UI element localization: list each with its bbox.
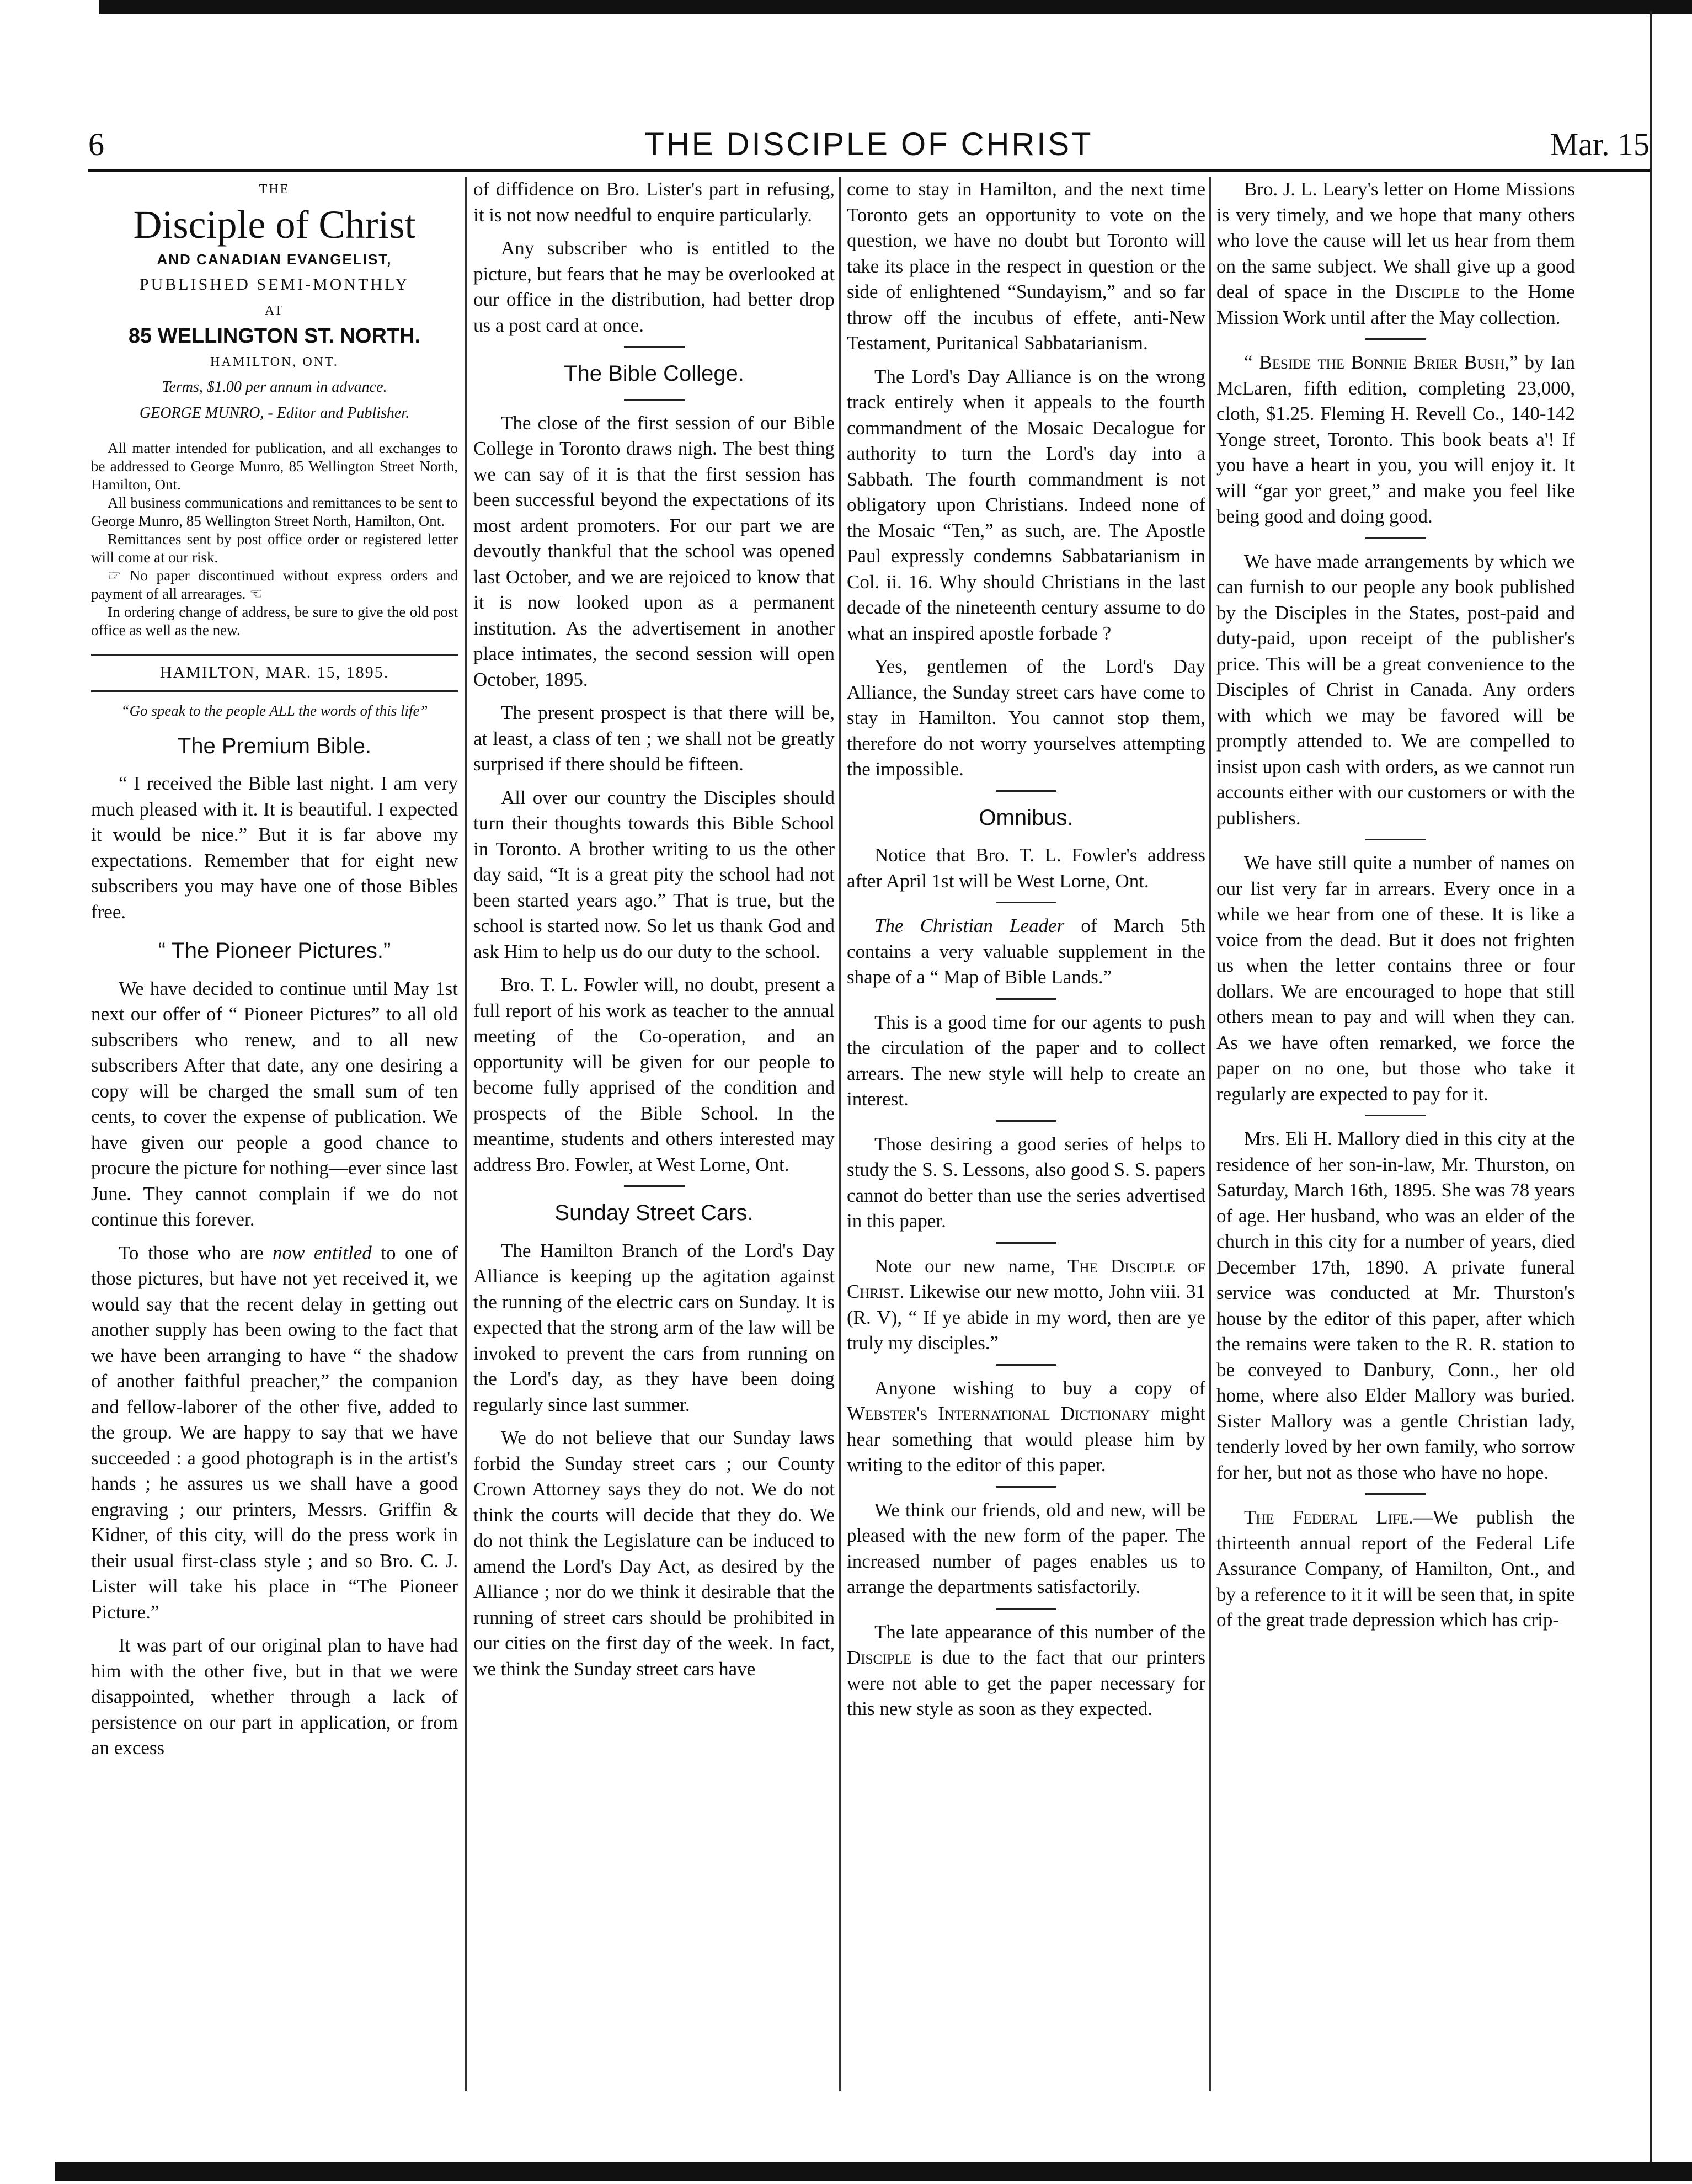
masthead	[91, 177, 458, 426]
top-border	[99, 0, 1692, 14]
paragraph: The Lord's Day Alliance is on the wrong track entirely when it appeals to the fourth commandment of the Mosaic Decalogue for authority to turn the Lord's day into a Sabbath. The fourth commandment is not obligatory upon Christians. Indeed none of the Mosaic “Ten,” as such, are. The Apostle Paul expressly condemns Sabbatarianism in Col. ii. 16. Why should Christians in the last decade of the nineteenth century assume to do what an inspired apostle forbade ?	[847, 365, 1205, 644]
column-rule	[1209, 177, 1211, 2091]
paragraph: Anyone wishing to buy a copy of Webster's International Dictionary might hear something that would please him by writing to the editor of this paper.	[847, 1377, 1205, 1475]
paragraph: To those who are now entitled to one of those pictures, but have not yet received it, we would say that the recent delay in getting out another supply has been owing to the fact that we have been arranging to have “ the shadow of another faithful preacher,” the companion and fellow-laborer of the other five, added to the group. We are happy to say that we have succeeded : a good photograph is in the artist's hands ; he assures us we shall have a good engraving ; our printers, Messrs. Griffin & Kidner, of this city, will do the press work in their usual first-class style ; and so Bro. C. J. Lister will take his place in “The Pioneer Picture.”	[91, 1242, 458, 1623]
page-title: THE DISCIPLE OF CHRIST	[644, 126, 1093, 162]
page-header	[88, 126, 1650, 164]
paragraph: It was part of our original plan to have had him with the other five, but in that we were disappointed, whether through a lack of persistence on our part in application, or from an excess	[91, 1634, 458, 1759]
column-1	[91, 177, 458, 2091]
heading-premium-bible: The Premium Bible.	[177, 733, 372, 758]
paragraph: Any subscriber who is entitled to the picture, but fears that he may be overlooked at our office in the distribution, had better drop us a post card at once.	[473, 237, 835, 336]
paragraph: “ Beside the Bonnie Brier Bush,” by Ian McLaren, fifth edition, completing 23,000, cloth, $1.25. Fleming H. Revell Co., 140-142 Yonge street, Toronto. This book beats a'! If you have a heart in you, you will enjoy it. It will “gar yor greet,” and make you feel like being good and doing good.	[1216, 351, 1575, 527]
masthead-address: 85 WELLINGTON ST. NORTH.	[128, 324, 421, 348]
column-2	[473, 177, 835, 2091]
section-rule	[624, 346, 685, 348]
masthead-name: Disciple of Christ	[133, 202, 416, 247]
bottom-border	[55, 2162, 1692, 2181]
masthead-notes	[91, 439, 458, 640]
column-rule	[839, 177, 841, 2091]
section-rule	[624, 1185, 685, 1187]
heading-sunday-street-cars: Sunday Street Cars.	[554, 1201, 754, 1225]
section-rule	[1365, 839, 1426, 840]
column-4	[1216, 177, 1575, 2091]
section-rule	[996, 1120, 1056, 1122]
heading-omnibus: Omnibus.	[979, 805, 1074, 830]
page-number: 6	[88, 126, 104, 162]
note: Remittances sent by post office order or registered letter will come at our risk.	[91, 531, 458, 566]
paragraph: We have made arrangements by which we can furnish to our people any book published by the Disciples in the States, post-paid and duty-paid, upon receipt of the publisher's price. This will be a great convenience to the Disciples of Christ in Canada. Any orders with which we may be favored will be promptly attended to. We are compelled to insist upon cash with orders, as we cannot run accounts either with our customers or with the publishers.	[1216, 550, 1575, 829]
paragraph: Bro. J. L. Leary's letter on Home Missions is very timely, and we hope that many others who love the cause will let us hear from them on the same subject. We shall give up a good deal of space in the Disciple to the Home Mission Work until after the May collection.	[1216, 178, 1575, 328]
paragraph: Note our new name, The Disciple of Christ. Likewise our new motto, John viii. 31 (R. V), “ If ye abide in my word, then are ye truly my disciples.”	[847, 1255, 1205, 1354]
masthead-city: HAMILTON, ONT.	[210, 354, 339, 369]
section-rule	[996, 1608, 1056, 1610]
paragraph: We think our friends, old and new, will be pleased with the new form of the paper. The increased number of pages enables us to arrange the departments satisfactorily.	[847, 1499, 1205, 1597]
section-rule	[996, 1242, 1056, 1244]
masthead-sub1: AND CANADIAN EVANGELIST,	[157, 251, 392, 268]
section-rule	[996, 1486, 1056, 1488]
section-rule	[624, 399, 685, 401]
paragraph: The present prospect is that there will be, at least, a class of ten ; we shall not be greatly surprised if there should be fifteen.	[473, 702, 835, 775]
paragraph: come to stay in Hamilton, and the next time Toronto gets an opportunity to vote on the question, we have no doubt but Toronto will take its place in the respect in question or the side of enlightened “Sundayism,” and so far throw off the incubus of effete, anti-New Testament, Puritanical Sabbatarianism.	[847, 178, 1205, 354]
paragraph: The Federal Life.—We publish the thirteenth annual report of the Federal Life Assurance Company, of Hamilton, Ont., and by a reference to it it will be seen that, in spite of the great trade depression which has crip-	[1216, 1506, 1575, 1631]
paragraph: Those desiring a good series of helps to study the S. S. Lessons, also good S. S. papers cannot do better than use the series advertised in this paper.	[847, 1133, 1205, 1232]
masthead-sub2: PUBLISHED SEMI-MONTHLY	[139, 275, 410, 294]
column-rule	[465, 177, 467, 2091]
paragraph: Mrs. Eli H. Mallory died in this city at the residence of her son-in-law, Mr. Thurston, on Saturday, March 16th, 1895. She was 78 years of age. Her husband, who was an elder of the church in this city for a number of years, died December 17th, 1890. A private funeral service was conducted at Mr. Thurston's house by the editor of this paper, after which the remains were taken to the R. R. station to be conveyed to Danbury, Conn., her old home, where also Elder Mallory was buried. Sister Mallory was a gentle Christian lady, tenderly loved by her own family, who sorrow for her, but not as those who have no hope.	[1216, 1128, 1575, 1483]
heading-bible-college: The Bible College.	[564, 361, 744, 386]
section-rule	[1365, 537, 1426, 539]
right-edge-rule	[1650, 11, 1652, 2163]
section-rule	[996, 790, 1056, 792]
paragraph: Notice that Bro. T. L. Fowler's address after April 1st will be West Lorne, Ont.	[847, 844, 1205, 892]
masthead-the: THE	[259, 182, 290, 196]
dateline: HAMILTON, MAR. 15, 1895.	[91, 654, 458, 692]
heading-pioneer-pictures: “ The Pioneer Pictures.”	[158, 939, 391, 963]
column-3	[847, 177, 1205, 2091]
paragraph: All over our country the Disciples should turn their thoughts towards this Bible School in Toronto. A brother writing to us the other day said, “It is a great pity the school had not been started years ago.” That is true, but the school is started now. So let us thank God and ask Him to help us do our duty to the school.	[473, 786, 835, 962]
section-rule	[996, 1364, 1056, 1366]
masthead-terms: Terms, $1.00 per annum in advance.	[162, 379, 387, 396]
paragraph: The Christian Leader of March 5th contains a very valuable supplement in the shape of a “ Map of Bible Lands.”	[847, 915, 1205, 988]
paragraph: We do not believe that our Sunday laws forbid the Sunday street cars ; our County Crown Attorney says they do not. We do not think the courts will decide that they do. We do not think the Legislature can be induced to amend the Lord's Day Act, as desired by the Alliance ; nor do we think it desirable that the running of street cars should be prohibited in our cities on the first day of the week. In fact, we think the Sunday street cars have	[473, 1427, 835, 1680]
paragraph: The Hamilton Branch of the Lord's Day Alliance is keeping up the agitation against the running of the electric cars on Sunday. It is expected that the strong arm of the law will be invoked to prevent the cars from running on the Lord's day, as they have been doing regularly since last summer.	[473, 1239, 835, 1415]
page-date: Mar. 15	[1550, 126, 1650, 162]
header-rule	[88, 169, 1650, 172]
paragraph: “ I received the Bible last night. I am very much pleased with it. It is beautiful. I expected it would be nice.” But it is far above my expectations. Remember that for eight new subscribers you may have one of those Bibles free.	[91, 773, 458, 923]
motto: “Go speak to the people ALL the words of this life”	[121, 702, 428, 719]
paragraph: We have still quite a number of names on our list very far in arrears. Every once in a while we hear from one of these. It is like a voice from the dead. But it does not frighten us when the letter contains three or four dollars. We are encouraged to hope that still others mean to pay and will when they can. As we have often remarked, we force the paper on no one, but those who take it regularly are expected to pay for it.	[1216, 852, 1575, 1105]
note: All business communications and remittances to be sent to George Munro, 85 Wellington Street North, Hamilton, Ont.	[91, 494, 458, 529]
section-rule	[1365, 1493, 1426, 1495]
masthead-at: AT	[264, 303, 285, 318]
section-rule	[1365, 338, 1426, 340]
paragraph: Yes, gentlemen of the Lord's Day Alliance, the Sunday street cars have come to stay in Hamilton. You cannot stop them, therefore do not worry yourselves attempting the impossible.	[847, 656, 1205, 780]
section-rule	[996, 998, 1056, 1000]
section-rule	[996, 902, 1056, 903]
masthead-editor: GEORGE MUNRO, - Editor and Publisher.	[139, 404, 410, 422]
paragraph: Bro. T. L. Fowler will, no doubt, present a full report of his work as teacher to the annual meeting of the Co-operation, and an opportunity will be given for our people to become fully apprised of the condition and prospects of the Bible School. In the meantime, students and others interested may address Bro. Fowler, at West Lorne, Ont.	[473, 974, 835, 1175]
paragraph: We have decided to continue until May 1st next our offer of “ Pioneer Pictures” to all old subscribers who renew, and to all new subscribers After that date, any one desiring a copy will be charged the small sum of ten cents, to cover the expense of publication. We have given our people a good chance to procure the picture for nothing—ever since last June. They cannot complain if we do not continue this forever.	[91, 977, 458, 1230]
note: In ordering change of address, be sure to give the old post office as well as the new.	[91, 604, 458, 638]
note: ☞ No paper discontinued without express orders and payment of all arrearages. ☜	[91, 567, 458, 602]
note: All matter intended for publication, and all exchanges to be addressed to George Munro, 85 Wellington Street North, Hamilton, Ont.	[91, 440, 458, 493]
paragraph: The late appearance of this number of the Disciple is due to the fact that our printers were not able to get the paper necessary for this new style as soon as they expected.	[847, 1621, 1205, 1719]
section-rule	[1365, 1115, 1426, 1116]
paragraph: The close of the first session of our Bible College in Toronto draws nigh. The best thing we can say of it is that the first session has been successful beyond the expectations of its most ardent promoters. For our part we are devoutly thankful that the school was opened last October, and we are rejoiced to know that it is now looked upon as a permanent institution. As the advertisement in another place intimates, the second session will open October, 1895.	[473, 412, 835, 690]
paragraph: of diffidence on Bro. Lister's part in refusing, it is not now needful to enquire particularly.	[473, 178, 835, 226]
paragraph: This is a good time for our agents to push the circulation of the paper and to collect arrears. The new style will help to create an interest.	[847, 1011, 1205, 1110]
